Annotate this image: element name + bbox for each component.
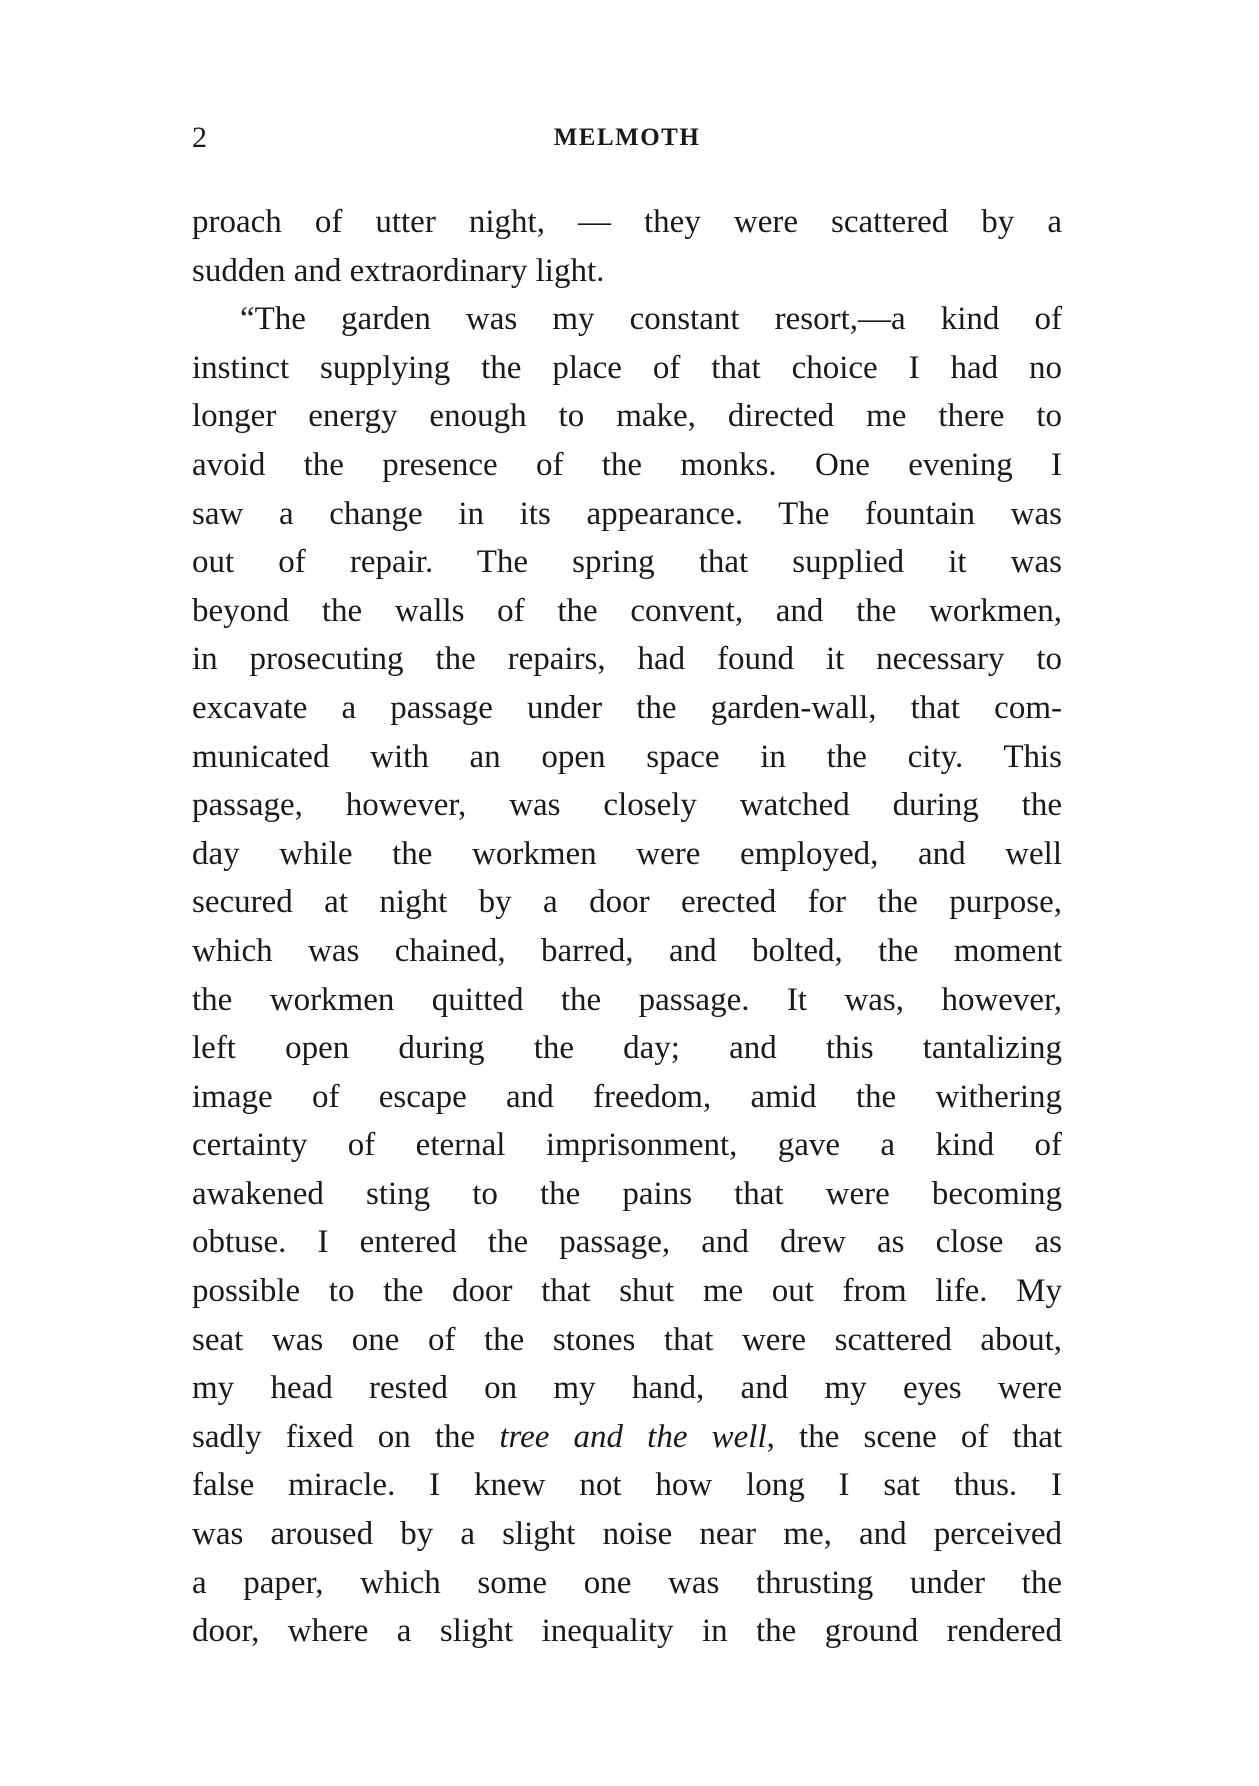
text-line: avoid the presence of the monks. One evening I [192,446,1062,483]
text-line: out of repair. The spring that supplied it was [192,544,1062,581]
text-line: image of escape and freedom, amid the withering [192,1078,1062,1115]
italic-phrase: tree and the well [499,1418,767,1455]
running-head [192,118,1062,158]
text-line: false miracle. I knew not how long I sat thus. I [192,1467,1062,1504]
text-line: beyond the walls of the convent, and the workmen, [192,592,1062,629]
text-line: was aroused by a slight noise near me, and perceived [192,1516,1062,1553]
text-line: certainty of eternal imprisonment, gave a kind of [192,1127,1062,1164]
text-line: instinct supplying the place of that choice I had no [192,349,1062,386]
text-line: saw a change in its appearance. The fountain was [192,495,1062,532]
body-text [192,198,1062,1656]
text-line: left open during the day; and this tantalizing [192,1030,1062,1067]
text-line: municated with an open space in the city. This [192,738,1062,775]
text-line: a paper, which some one was thrusting under the [192,1564,1062,1601]
text-line: “The garden was my constant resort,—a kind of [240,301,1062,338]
text-line: door, where a slight inequality in the ground rendered [192,1613,1062,1650]
text-line: my head rested on my hand, and my eyes were [192,1370,1062,1407]
text-line: awakened sting to the pains that were becoming [192,1175,1062,1212]
text-line: longer energy enough to make, directed me there to [192,398,1062,435]
running-title: MELMOTH [553,124,701,151]
text-line: possible to the door that shut me out from life. My [192,1273,1062,1310]
text-line: secured at night by a door erected for the purpose, [192,884,1062,921]
text-line: seat was one of the stones that were scattered about, [192,1321,1062,1358]
text-fragment: , the scene of that [766,1418,1062,1455]
text-line: sudden and extraordinary light. [192,252,605,289]
text-line: the workmen quitted the passage. It was, however, [192,981,1062,1018]
text-line: in prosecuting the repairs, had found it necessary to [192,641,1062,678]
text-line: passage, however, was closely watched during the [192,787,1062,824]
text-line: which was chained, barred, and bolted, the moment [192,932,1062,969]
text-fragment: sadly fixed on the [192,1418,500,1455]
page-number: 2 [192,121,207,154]
text-line: proach of utter night, — they were scattered by a [192,204,1062,240]
text-line-with-italic [192,1413,1062,1462]
text-line: day while the workmen were employed, and well [192,835,1062,872]
text-line: obtuse. I entered the passage, and drew as close as [192,1224,1062,1261]
text-line: excavate a passage under the garden-wall, that com- [192,689,1062,726]
